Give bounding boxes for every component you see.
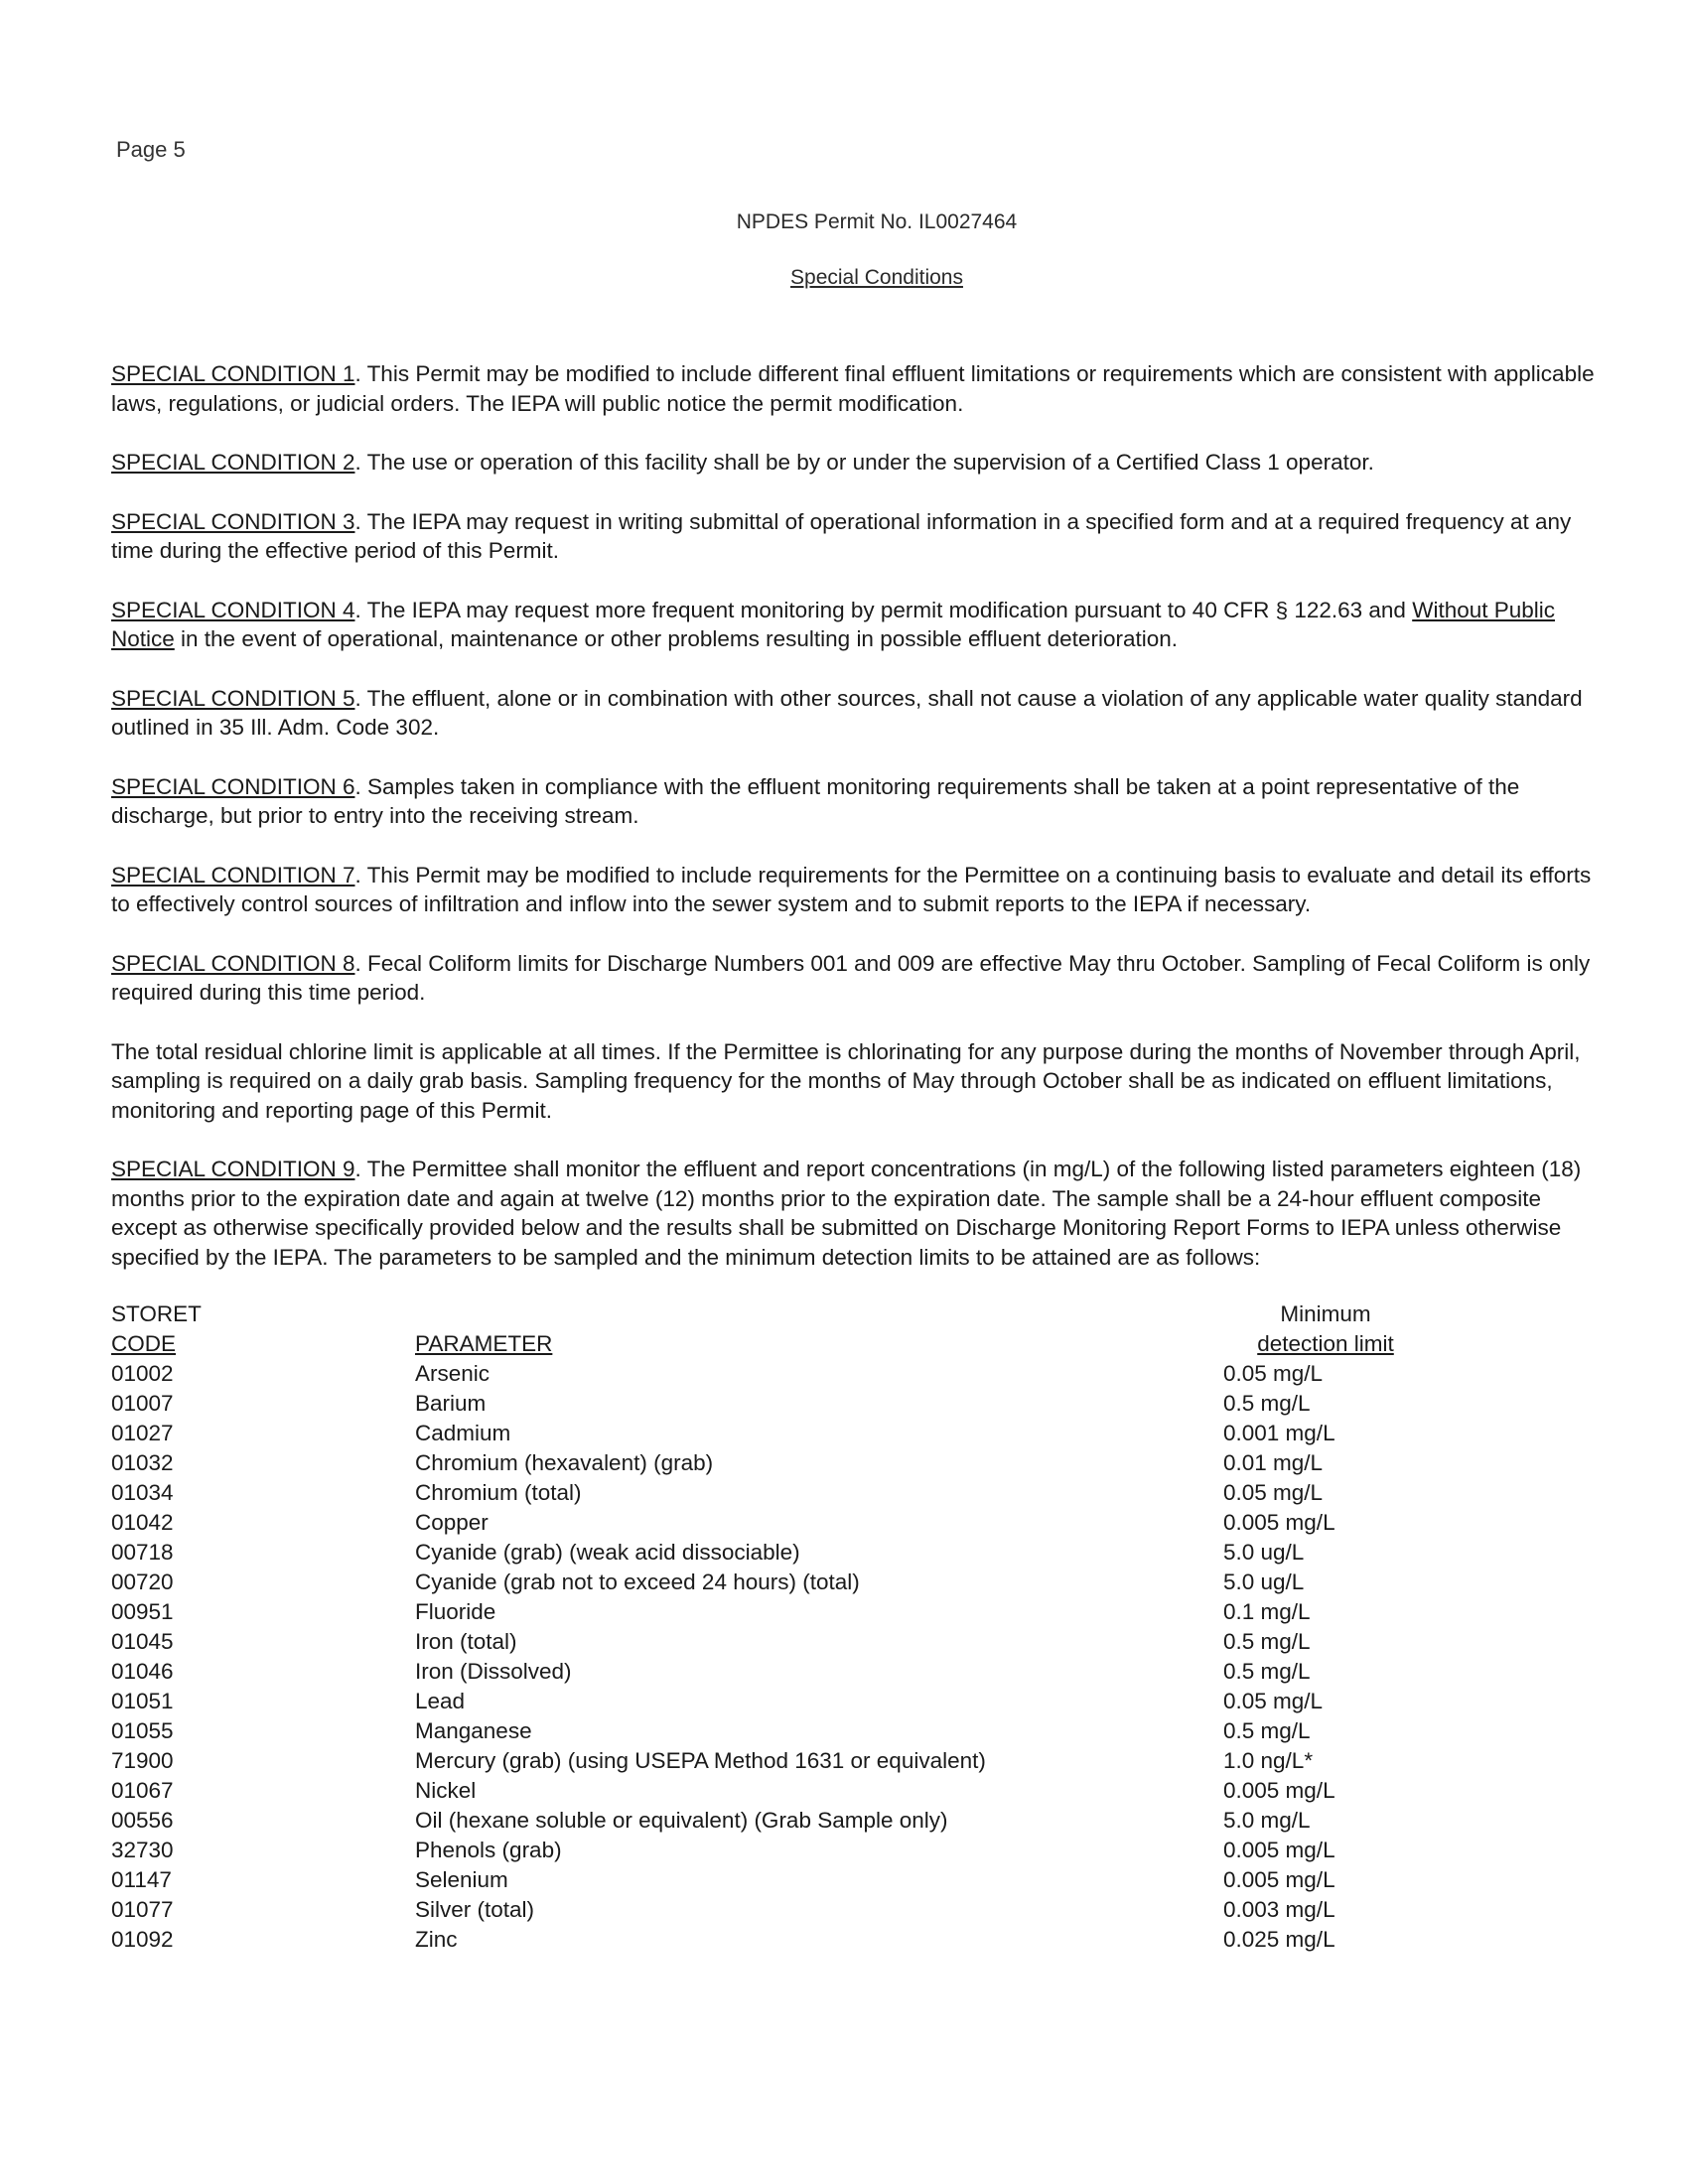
- detection-limit: 0.005 mg/L: [1223, 1867, 1335, 1892]
- table-row: [111, 1597, 1442, 1627]
- detection-limit: 0.5 mg/L: [1223, 1629, 1311, 1654]
- header-minimum: Minimum: [1280, 1301, 1371, 1326]
- storet-code: 01042: [111, 1510, 174, 1535]
- table-row: [111, 1776, 1442, 1806]
- permit-number: NPDES Permit No. IL0027464: [736, 210, 1018, 233]
- table-header-row-1: [111, 1299, 1442, 1329]
- parameter-name: Oil (hexane soluble or equivalent) (Grab Sample only): [415, 1808, 948, 1833]
- storet-code: 01027: [111, 1421, 174, 1445]
- table-body: [111, 1359, 1442, 1955]
- table-row: [111, 1836, 1442, 1865]
- parameter-name: Selenium: [415, 1867, 508, 1892]
- condition-text: The total residual chlorine limit is applicable at all times. If the Permittee is chlorinating for any purpose during the months of November through April, sampling is required on a daily grab basis. Sampling frequency for the months of May through October shall be as indicated on effluent limitations, monitoring and reporting page of this Permit.: [111, 1038, 1581, 1123]
- condition-text: . Samples taken in compliance with the effluent monitoring requirements shall be taken at a point representative of the discharge, but prior to entry into the receiving stream.: [111, 773, 1520, 828]
- table-row: [111, 1865, 1442, 1895]
- parameter-name: Arsenic: [415, 1361, 491, 1386]
- detection-limit: 0.001 mg/L: [1223, 1421, 1335, 1445]
- header-code: [111, 1329, 415, 1359]
- condition-text: . The IEPA may request more frequent monitoring by permit modification pursuant to 40 CFR § 122.63 and: [354, 597, 1413, 622]
- condition-text: . The Permittee shall monitor the effluent and report concentrations (in mg/L) of the following listed parameters eighteen (18) months prior to the expiration date and again at twelve (12) months prior to the expiration date. The sample shall be a 24-hour effluent composite except as otherwise specifically provided below and the results shall be submitted on Discharge Monitoring Report Forms to IEPA unless otherwise specified by the IEPA. The parameters to be sampled and the minimum detection limits to be attained are as follows:: [111, 1157, 1582, 1270]
- detection-limit: 5.0 ug/L: [1223, 1540, 1305, 1565]
- special-condition-7: [111, 861, 1599, 919]
- storet-code: 01092: [111, 1927, 174, 1952]
- storet-code: 01077: [111, 1897, 174, 1922]
- table-row: [111, 1716, 1442, 1746]
- condition-text: . Fecal Coliform limits for Discharge Numbers 001 and 009 are effective May thru October. Sampling of Fecal Coliform is only required during this time period.: [111, 950, 1591, 1005]
- storet-code: 00556: [111, 1808, 174, 1833]
- storet-code: 01067: [111, 1778, 174, 1803]
- header-detection-limit: [1209, 1329, 1442, 1359]
- special-condition-2: [111, 448, 1599, 478]
- storet-code: 32730: [111, 1838, 174, 1862]
- page-number: Page 5: [116, 137, 186, 162]
- detection-limit: 0.1 mg/L: [1223, 1599, 1311, 1624]
- parameter-name: Zinc: [415, 1927, 458, 1952]
- detection-limit: 5.0 ug/L: [1223, 1570, 1305, 1594]
- table-row: [111, 1568, 1442, 1597]
- detection-limit: 5.0 mg/L: [1223, 1808, 1311, 1833]
- table-row: [111, 1359, 1442, 1389]
- storet-code: 01034: [111, 1480, 174, 1505]
- special-condition-5: [111, 684, 1599, 743]
- storet-code: 00951: [111, 1599, 174, 1624]
- detection-limit: 0.5 mg/L: [1223, 1391, 1311, 1416]
- without-public-notice: Without Public Notice: [111, 597, 1556, 651]
- special-condition-1: [111, 359, 1599, 418]
- storet-code: 01055: [111, 1718, 174, 1743]
- parameter-name: Lead: [415, 1689, 466, 1713]
- storet-code: 00720: [111, 1570, 174, 1594]
- header-code-text: CODE: [111, 1331, 177, 1356]
- parameter-name: Barium: [415, 1391, 487, 1416]
- table-row: [111, 1419, 1442, 1448]
- table-row: [111, 1657, 1442, 1687]
- detection-limit: 0.003 mg/L: [1223, 1897, 1335, 1922]
- storet-code: 01147: [111, 1867, 172, 1892]
- table-header-row-2: [111, 1329, 1442, 1359]
- section-title: [35, 266, 1684, 290]
- parameter-name: Chromium (hexavalent) (grab): [415, 1450, 714, 1475]
- table-row: [111, 1389, 1442, 1419]
- special-condition-3: [111, 507, 1599, 566]
- parameter-name: Iron (total): [415, 1629, 517, 1654]
- table-row: [111, 1806, 1442, 1836]
- table-row: [111, 1925, 1442, 1955]
- storet-code: 71900: [111, 1748, 174, 1773]
- parameter-name: Phenols (grab): [415, 1838, 562, 1862]
- detection-limit: 0.005 mg/L: [1223, 1838, 1335, 1862]
- parameter-name: Cyanide (grab) (weak acid dissociable): [415, 1540, 800, 1565]
- condition-label: SPECIAL CONDITION 5: [111, 685, 355, 711]
- special-condition-6: [111, 772, 1599, 831]
- condition-text: . The IEPA may request in writing submittal of operational information in a specified form and at a required frequency at any time during the effective period of this Permit.: [111, 508, 1572, 563]
- storet-code: 01002: [111, 1361, 174, 1386]
- header-parameter-text: PARAMETER: [415, 1331, 553, 1356]
- detection-limit: 0.005 mg/L: [1223, 1510, 1335, 1535]
- detection-limit: 0.025 mg/L: [1223, 1927, 1335, 1952]
- table-row: [111, 1478, 1442, 1508]
- detection-limit: 0.005 mg/L: [1223, 1778, 1335, 1803]
- condition-label: SPECIAL CONDITION 6: [111, 773, 355, 799]
- parameter-name: Chromium (total): [415, 1480, 582, 1505]
- section-title-text: Special Conditions: [790, 266, 963, 289]
- table-row: [111, 1746, 1442, 1776]
- condition-label: SPECIAL CONDITION 3: [111, 508, 355, 534]
- header-empty: [415, 1299, 1209, 1329]
- condition-text: . The effluent, alone or in combination with other sources, shall not cause a violation of any applicable water quality standard outlined in 35 Ill. Adm. Code 302.: [111, 685, 1583, 740]
- parameter-name: Cadmium: [415, 1421, 511, 1445]
- detection-limit: 0.05 mg/L: [1223, 1361, 1324, 1386]
- header-parameter: [415, 1329, 1209, 1359]
- header-storet: STORET: [111, 1301, 202, 1326]
- parameter-name: Fluoride: [415, 1599, 496, 1624]
- detection-limit: 0.05 mg/L: [1223, 1689, 1324, 1713]
- detection-limit: 0.5 mg/L: [1223, 1718, 1311, 1743]
- chlorine-paragraph: [111, 1037, 1599, 1126]
- condition-label: SPECIAL CONDITION 8: [111, 950, 355, 976]
- storet-code: 01051: [111, 1689, 174, 1713]
- storet-code: 01032: [111, 1450, 174, 1475]
- detection-limit: 0.01 mg/L: [1223, 1450, 1324, 1475]
- parameter-name: Manganese: [415, 1718, 532, 1743]
- header-detection-limit-text: detection limit: [1257, 1331, 1394, 1356]
- condition-text: . This Permit may be modified to include different final effluent limitations or requirements which are consistent with applicable laws, regulations, or judicial orders. The IEPA will public notice the permit modification.: [111, 361, 1595, 416]
- document-body: [111, 359, 1599, 1955]
- detection-limit: 0.5 mg/L: [1223, 1659, 1311, 1684]
- storet-code: 01045: [111, 1629, 174, 1654]
- parameter-name: Copper: [415, 1510, 489, 1535]
- condition-label: SPECIAL CONDITION 7: [111, 862, 355, 887]
- parameter-name: Silver (total): [415, 1897, 535, 1922]
- table-row: [111, 1687, 1442, 1716]
- parameters-table: [111, 1299, 1442, 1955]
- table-row: [111, 1895, 1442, 1925]
- table-row: [111, 1508, 1442, 1538]
- detection-limit: 0.05 mg/L: [1223, 1480, 1324, 1505]
- detection-limit: 1.0 ng/L*: [1223, 1748, 1314, 1773]
- table-row: [111, 1627, 1442, 1657]
- condition-label: SPECIAL CONDITION 2: [111, 450, 355, 475]
- parameter-name: Cyanide (grab not to exceed 24 hours) (total): [415, 1570, 860, 1594]
- special-condition-8: [111, 949, 1599, 1008]
- storet-code: 01007: [111, 1391, 174, 1416]
- parameter-name: Mercury (grab) (using USEPA Method 1631 or equivalent): [415, 1748, 986, 1773]
- condition-text: . This Permit may be modified to include requirements for the Permittee on a continuing basis to evaluate and detail its efforts to effectively control sources of infiltration and inflow into the sewer system and to submit reports to the IEPA if necessary.: [111, 862, 1592, 916]
- parameter-name: Iron (Dissolved): [415, 1659, 572, 1684]
- storet-code: 00718: [111, 1540, 174, 1565]
- parameter-name: Nickel: [415, 1778, 477, 1803]
- condition-label: SPECIAL CONDITION 1: [111, 361, 355, 386]
- special-condition-4: [111, 596, 1599, 654]
- special-condition-9: [111, 1155, 1599, 1272]
- table-row: [111, 1448, 1442, 1478]
- table-row: [111, 1538, 1442, 1568]
- storet-code: 01046: [111, 1659, 174, 1684]
- condition-label: SPECIAL CONDITION 4: [111, 597, 355, 622]
- condition-text: . The use or operation of this facility shall be by or under the supervision of a Certified Class 1 operator.: [354, 450, 1374, 475]
- condition-text-after: in the event of operational, maintenance or other problems resulting in possible effluent deterioration.: [174, 626, 1178, 651]
- condition-label: SPECIAL CONDITION 9: [111, 1157, 355, 1181]
